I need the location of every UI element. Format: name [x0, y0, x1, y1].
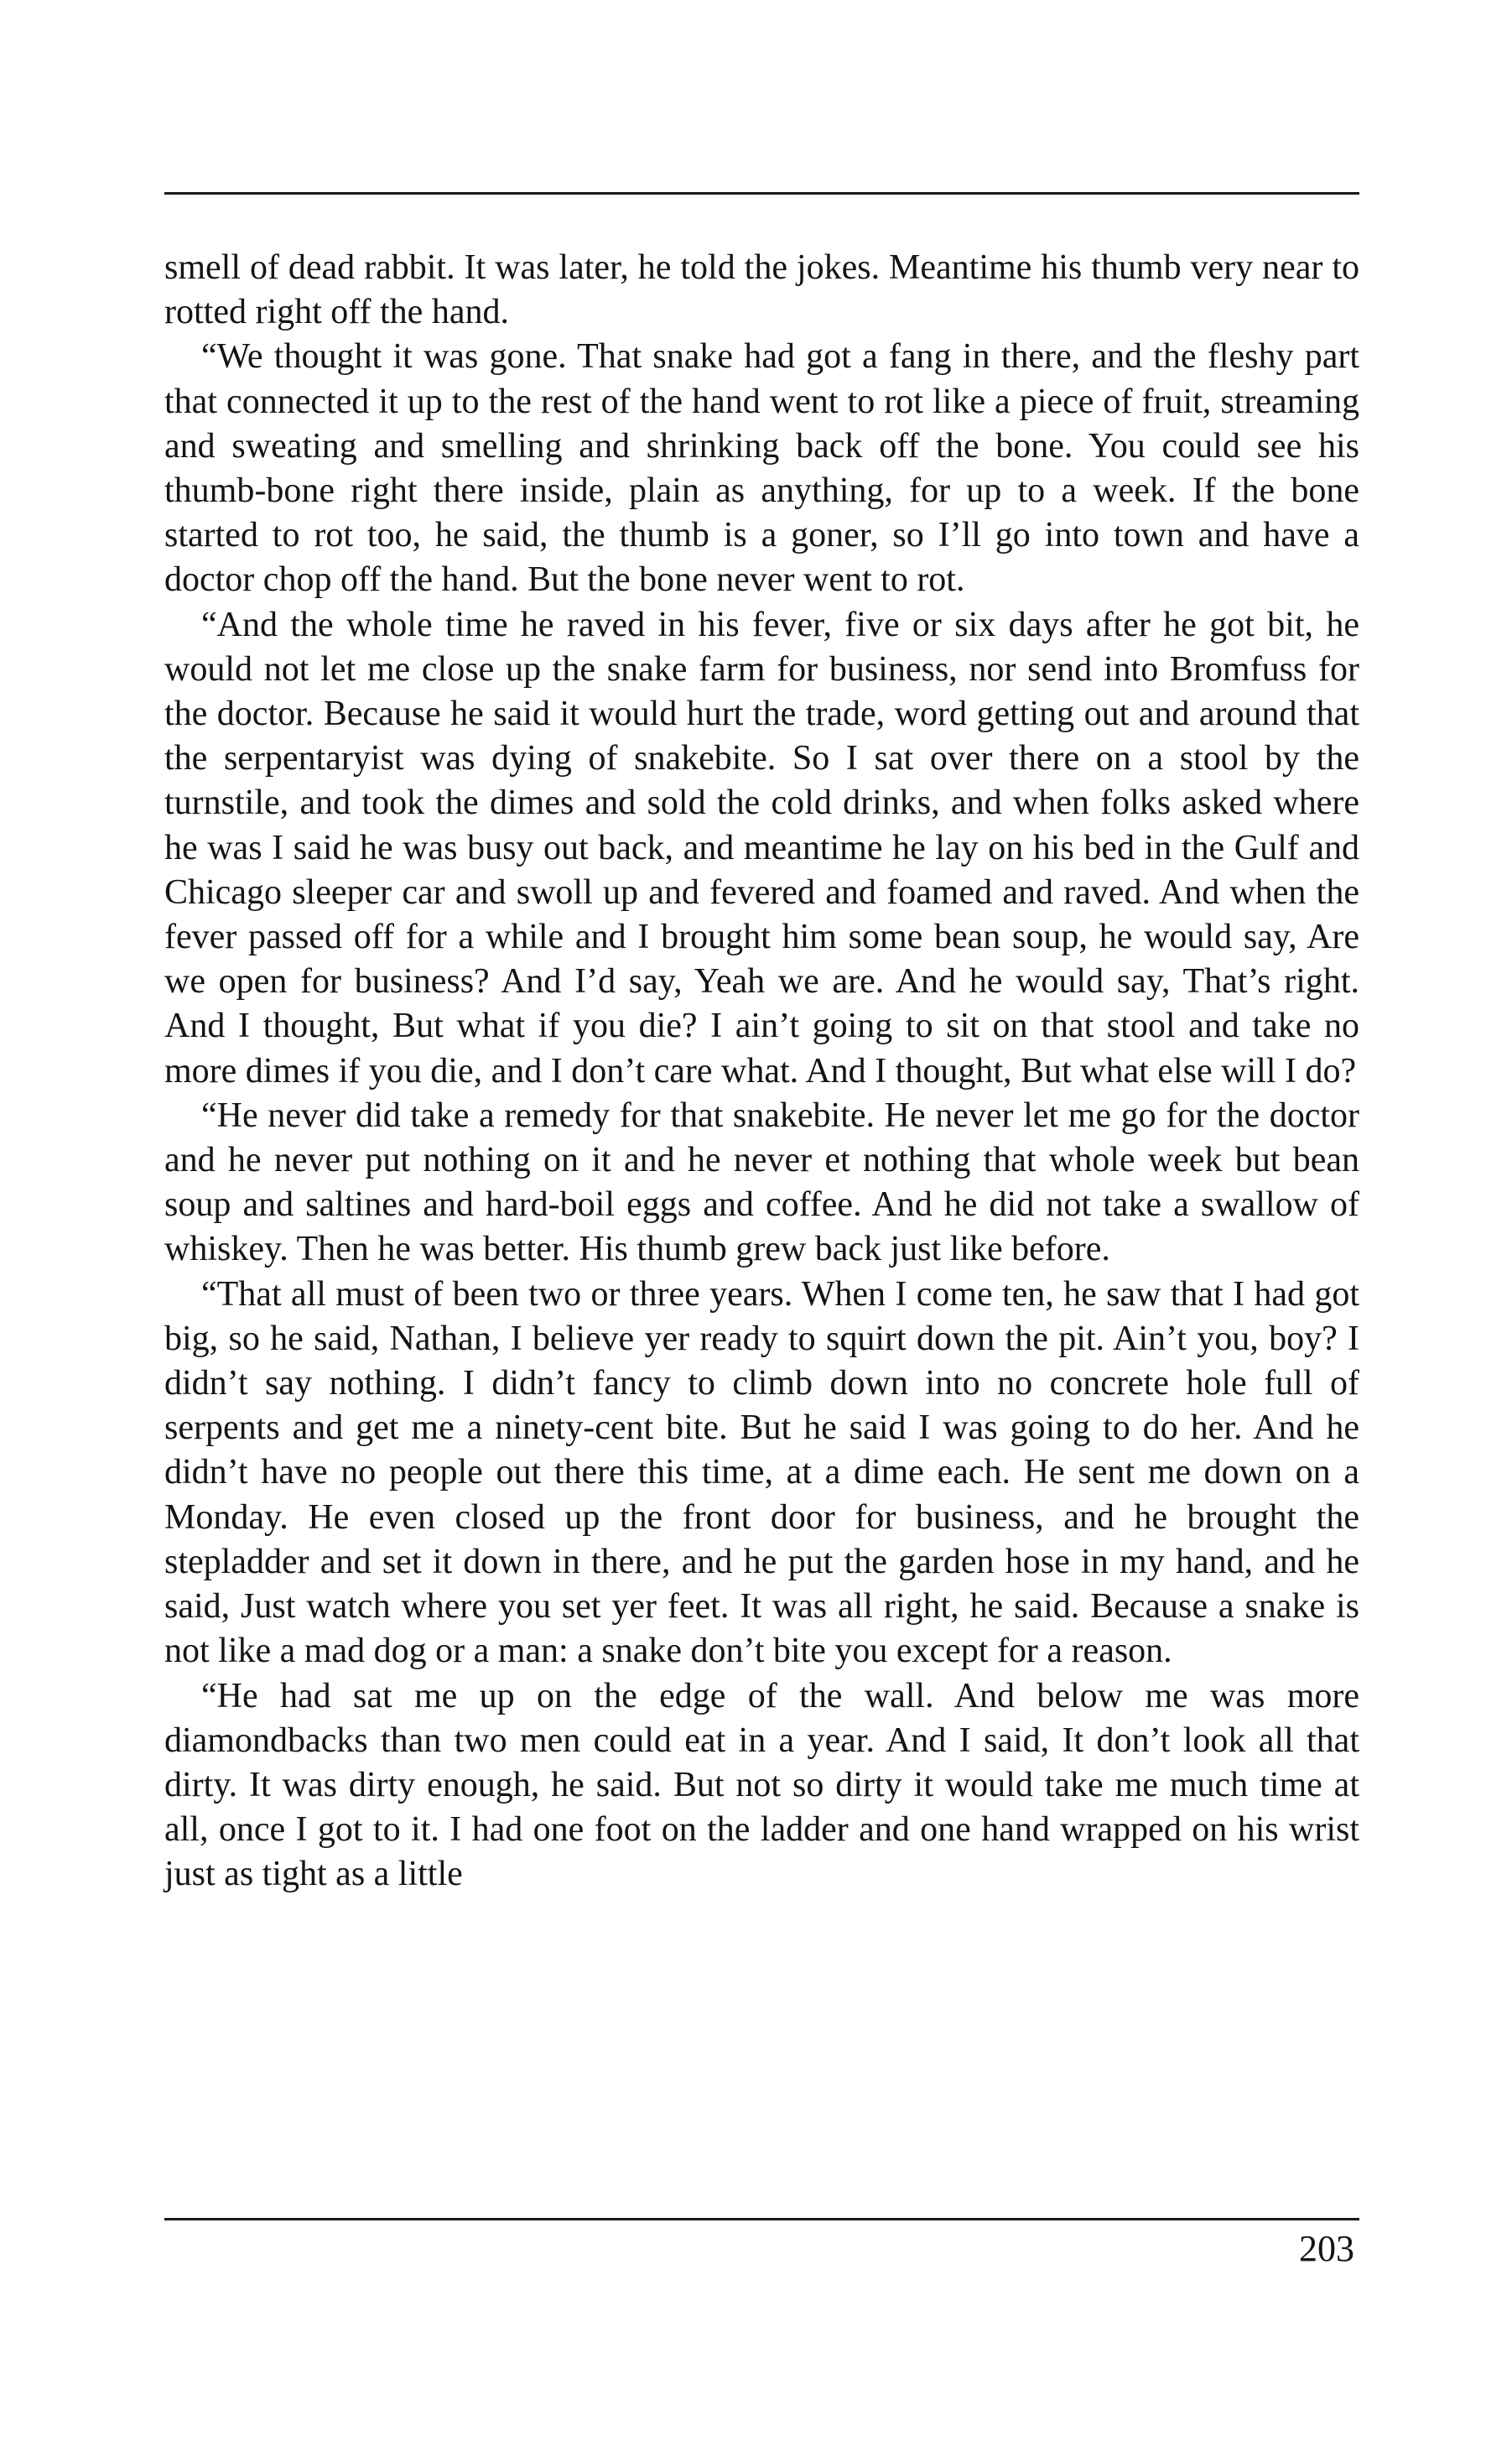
paragraph-6: “He had sat me up on the edge of the wall. And below me was more diamondbacks than two men could eat in a year. And I said, It don’t look all that dirty. It was dirty enough, he said. But not so dirty it would take me much time at all, once I got to it. I had one foot on the ladder and one hand wrapped on his wrist just as tight as a little: [164, 1676, 1359, 1894]
paragraph-3: “And the whole time he raved in his fever, five or six days after he got bit, he would not let me close up the snake farm for business, nor send into Bromfuss for the doctor. Because he said it would hurt the trade, word getting out and around that the serpentaryist was dying of snakebite. So I sat over there on a stool by the turnstile, and took the dimes and sold the cold drinks, and when folks asked where he was I said he was busy out back, and meantime he lay on his bed in the Gulf and Chicago sleeper car and swoll up and fevered and foamed and raved. And when the fever passed off for a while and I brought him some bean soup, he would say, Are we open for business? And I’d say, Yeah we are. And he would say, That’s right. And I thought, But what if you die? I ain’t going to sit on that stool and take no more dimes if you die, and I don’t care what. And I thought, But what else will I do?: [164, 605, 1359, 1091]
page-number: 203: [1299, 2228, 1354, 2269]
paragraph-4: “He never did take a remedy for that snakebite. He never let me go for the doctor and he never put nothing on it and he never et nothing that whole week but bean soup and saltines and hard-boil eggs and coffee. And he did not take a swallow of whiskey. Then he was better. His thumb grew back just like before.: [164, 1096, 1359, 1269]
bottom-rule: [164, 2218, 1359, 2220]
page-body: [164, 246, 1359, 1897]
paragraph-2: “We thought it was gone. That snake had got a fang in there, and the fleshy part that connected it up to the rest of the hand went to rot like a piece of fruit, streaming and sweating and smelling and shrinking back off the bone. You could see his thumb-bone right there inside, plain as anything, for up to a week. If the bone started to rot too, he said, the thumb is a goner, so I’ll go into town and have a doctor chop off the hand. But the bone never went to rot.: [164, 337, 1359, 600]
paragraph-5: “That all must of been two or three years. When I come ten, he saw that I had got big, so he said, Nathan, I believe yer ready to squirt down the pit. Ain’t you, boy? I didn’t say nothing. I didn’t fancy to climb down into no concrete hole full of serpents and get me a ninety-cent bite. But he said I was going to do her. And he didn’t have no people out there this time, at a dime each. He sent me down on a Monday. He even closed up the front door for business, and he brought the stepladder and set it down in there, and he put the garden hose in my hand, and he said, Just watch where you set yer feet. It was all right, he said. Because a snake is not like a mad dog or a man: a snake don’t bite you except for a reason.: [164, 1274, 1359, 1671]
top-rule: [164, 192, 1359, 195]
paragraph-1: smell of dead rabbit. It was later, he told the jokes. Meantime his thumb very near to rotted right off the hand.: [164, 248, 1359, 332]
